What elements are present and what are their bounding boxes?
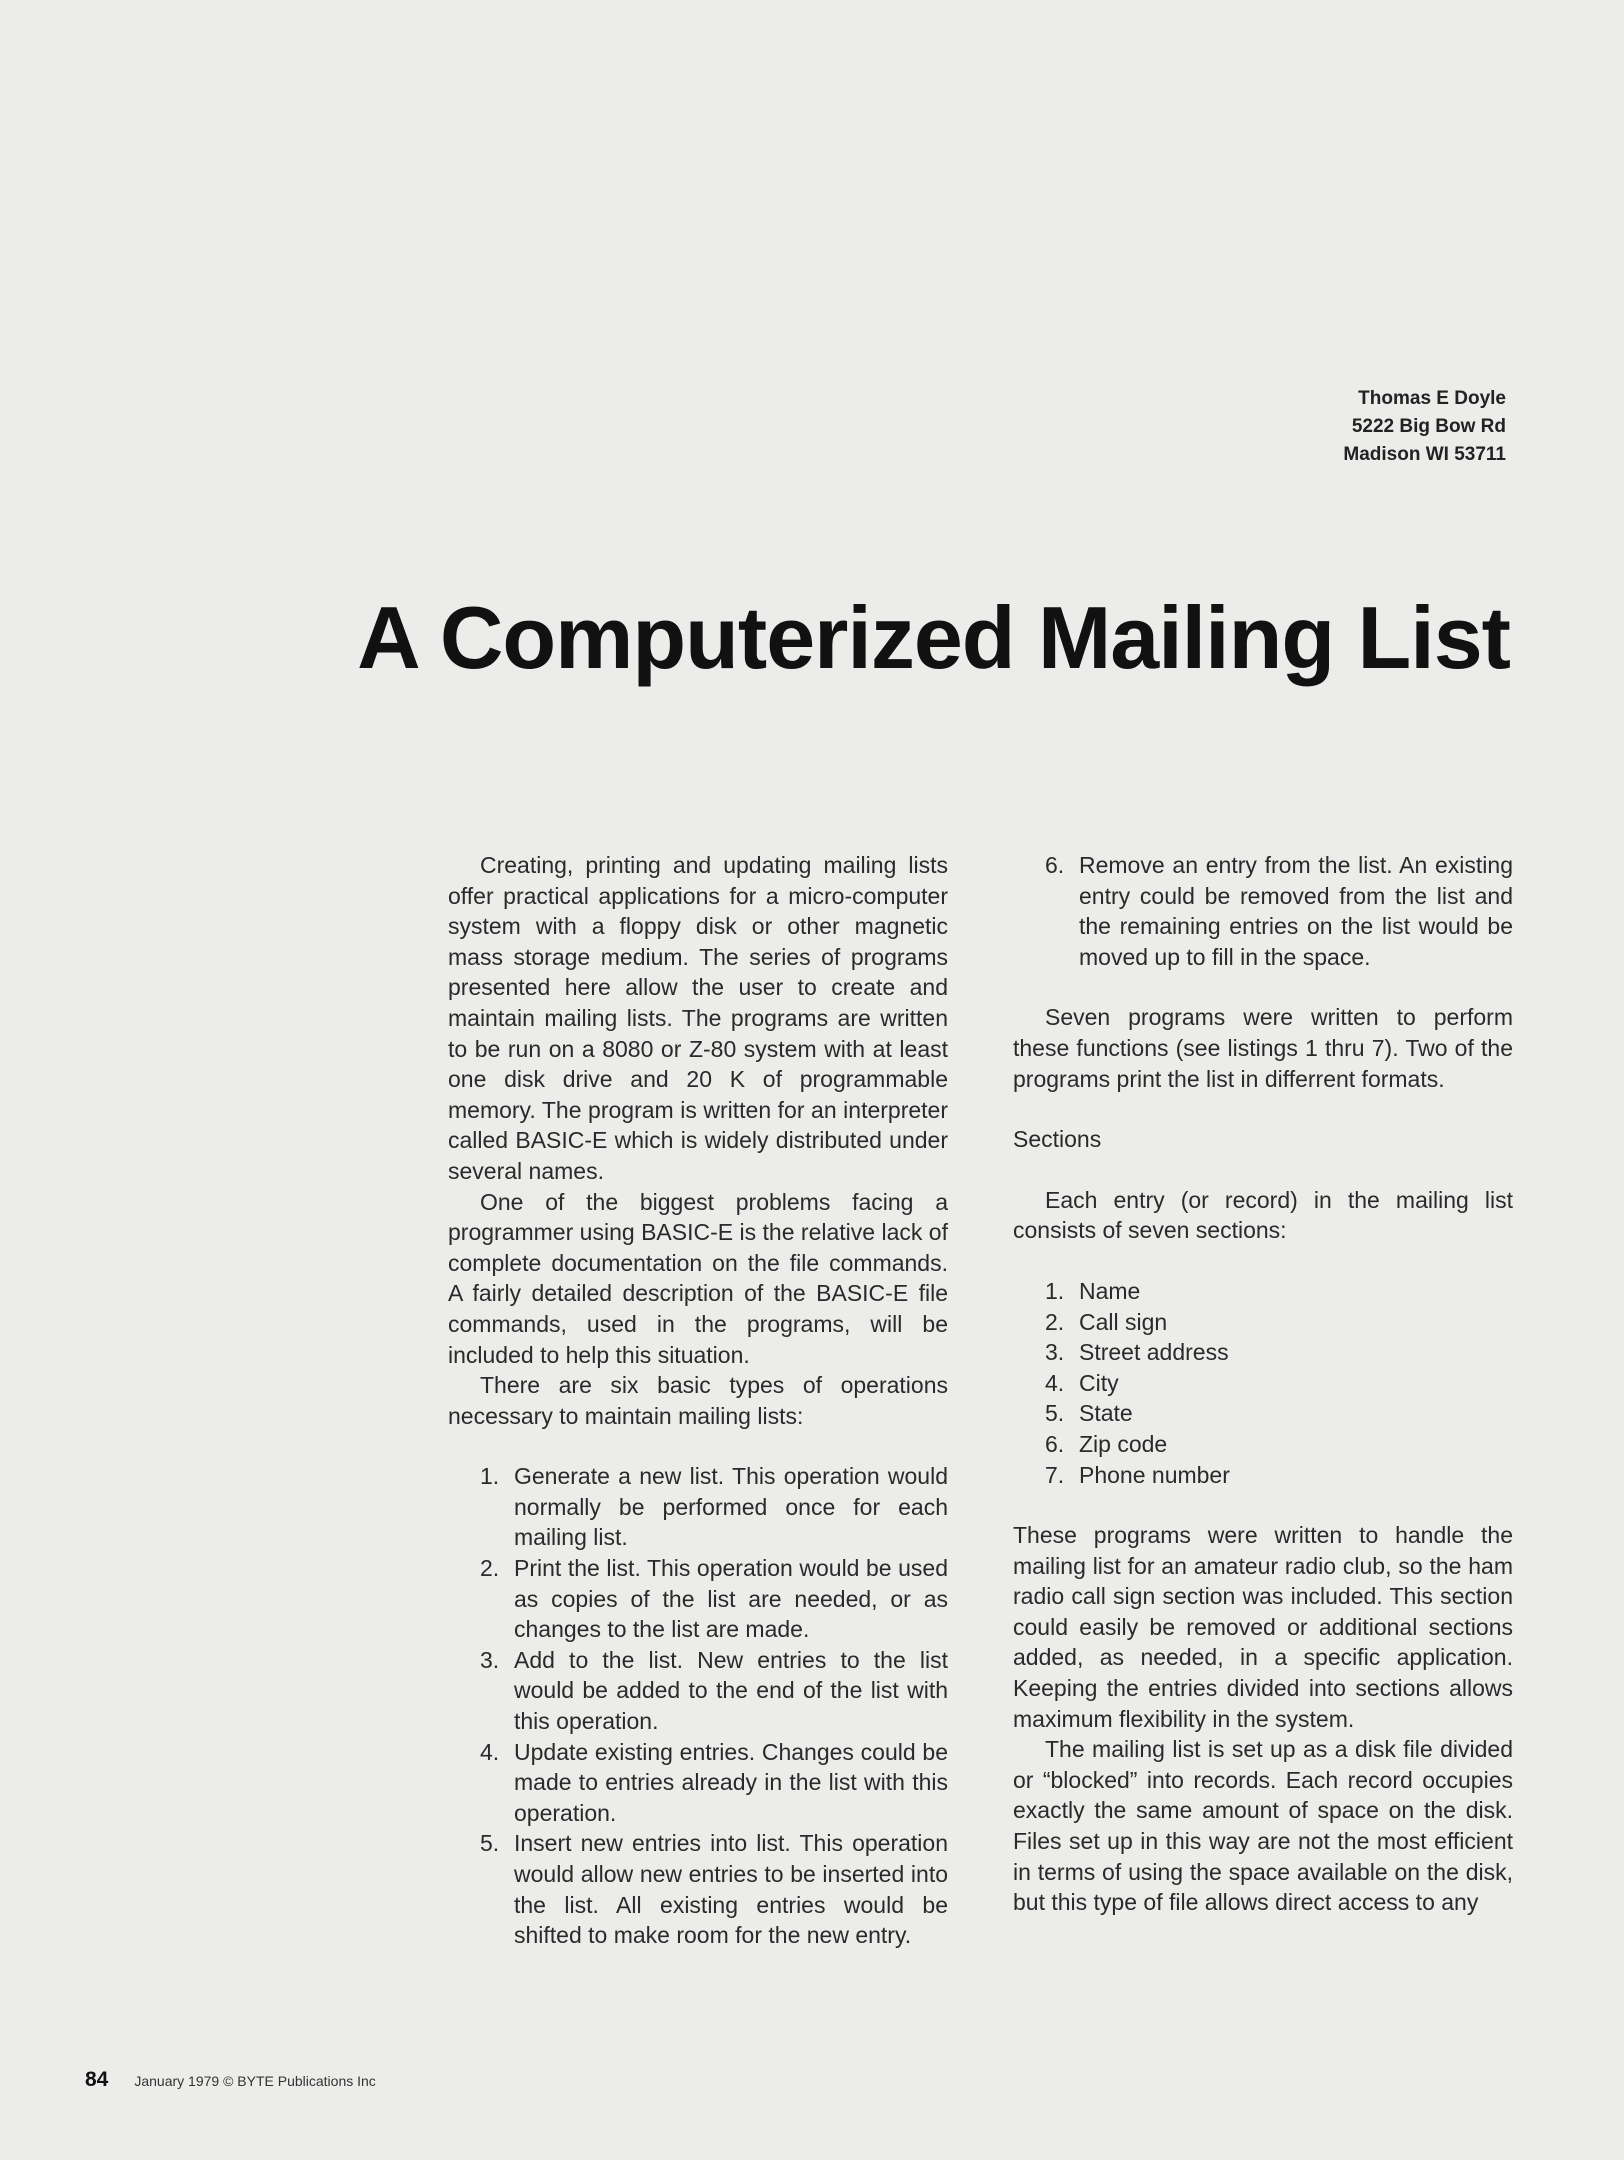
list-item: 6. Remove an entry from the list. An existing entry could be removed from the list and the remaining entries on the list would be moved up to fill in the space. xyxy=(1045,852,1513,970)
list-item: 5. Insert new entries into list. This operation would allow new entries to be inserted into the list. All existing entries would be shifted to make room for the new entry. xyxy=(480,1830,948,1949)
operation-text: Insert new entries into list. This operation would allow new entries to be inserted into the list. All existing entries would be shifted to make room for the new entry. xyxy=(514,1830,948,1949)
section-text: Street address xyxy=(1079,1339,1229,1366)
disk-file-paragraph: The mailing list is set up as a disk file divided or “blocked” into records. Each record occupies exactly the same amount of space on the disk. Files set up in this way are not the most efficient in terms of using the space available on the disk, but this type of file allows direct access to any xyxy=(1013,1736,1513,1916)
sections-list xyxy=(1013,1276,1513,1490)
section-text: Call sign xyxy=(1079,1308,1168,1335)
footer-credit: January 1979 © BYTE Publications Inc xyxy=(134,2073,376,2089)
operation-text: Print the list. This operation would be used as copies of the list are needed, or as changes to the list are made. xyxy=(514,1555,948,1643)
section-text: City xyxy=(1079,1369,1119,1396)
author-street: 5222 Big Bow Rd xyxy=(1351,416,1506,437)
operations-list-continued xyxy=(1013,850,1513,972)
intro-paragraph: Creating, printing and updating mailing lists offer practical applications for a micro-computer system with a floppy disk or other magnetic mass storage medium. The series of programs presented here allow the user to create and maintain mailing lists. The programs are written to be run on a 8080 or Z-80 system with at least one disk drive and 20 K of programmable memory. The program is written for an interpreter called BASIC-E which is widely distributed under several names. xyxy=(448,852,948,1184)
page-number: 84 xyxy=(85,2068,109,2091)
ham-radio-paragraph: These programs were written to handle the mailing list for an amateur radio club, so the ham radio call sign section was included. This section could easily be removed or additional sections added, as needed, in a specific application. Keeping the entries divided into sections allows maximum flexibility in the system. xyxy=(1013,1522,1513,1732)
section-text: Zip code xyxy=(1079,1430,1168,1457)
list-item: 6. Zip code xyxy=(1045,1430,1168,1457)
page-footer xyxy=(85,2068,376,2092)
author-city: Madison WI 53711 xyxy=(1343,444,1506,465)
programs-paragraph: Seven programs were written to perform these functions (see listings 1 thru 7). Two of the programs print the list in differrent formats. xyxy=(1013,1004,1513,1092)
operation-text: Remove an entry from the list. An existing entry could be removed from the list and the remaining entries on the list would be moved up to fill in the space. xyxy=(1079,852,1513,970)
list-item: 2. Call sign xyxy=(1045,1308,1168,1335)
list-item: 5. State xyxy=(1045,1400,1133,1427)
list-item: 2. Print the list. This operation would be used as copies of the list are needed, or as changes to the list are made. xyxy=(480,1555,948,1643)
list-item: 4. City xyxy=(1045,1369,1119,1396)
operations-list xyxy=(448,1461,948,1951)
list-item: 1. Generate a new list. This operation would normally be performed once for each mailing list. xyxy=(480,1463,948,1551)
author-byline xyxy=(1343,385,1506,469)
section-text: State xyxy=(1079,1400,1133,1427)
sections-intro-paragraph: Each entry (or record) in the mailing list consists of seven sections: xyxy=(1013,1186,1513,1244)
list-item: 3. Street address xyxy=(1045,1339,1229,1366)
file-commands-paragraph: One of the biggest problems facing a programmer using BASIC-E is the relative lack of complete documentation on the file commands. A fairly detailed description of the BASIC-E file commands, used in the programs, will be included to help this situation. xyxy=(448,1188,948,1368)
operation-text: Update existing entries. Changes could be made to entries already in the list with this operation. xyxy=(514,1738,948,1826)
article-title: A Computerized Mailing List xyxy=(357,588,1510,687)
author-name: Thomas E Doyle xyxy=(1358,388,1506,409)
sections-heading: Sections xyxy=(1013,1126,1102,1153)
operation-text: Generate a new list. This operation would normally be performed once for each mailing list. xyxy=(514,1463,948,1551)
list-item: 3. Add to the list. New entries to the list would be added to the end of the list with this operation. xyxy=(480,1646,948,1735)
right-column xyxy=(1013,850,1513,1918)
operations-intro-paragraph: There are six basic types of operations necessary to maintain mailing lists: xyxy=(448,1372,948,1429)
list-item: 4. Update existing entries. Changes could be made to entries already in the list with this operation. xyxy=(480,1738,948,1826)
list-item: 7. Phone number xyxy=(1045,1461,1230,1488)
left-column xyxy=(448,850,948,1951)
operation-text: Add to the list. New entries to the list would be added to the end of the list with this operation. xyxy=(514,1646,948,1735)
section-text: Phone number xyxy=(1079,1461,1230,1488)
section-text: Name xyxy=(1079,1277,1141,1304)
list-item: 1. Name xyxy=(1045,1277,1141,1304)
